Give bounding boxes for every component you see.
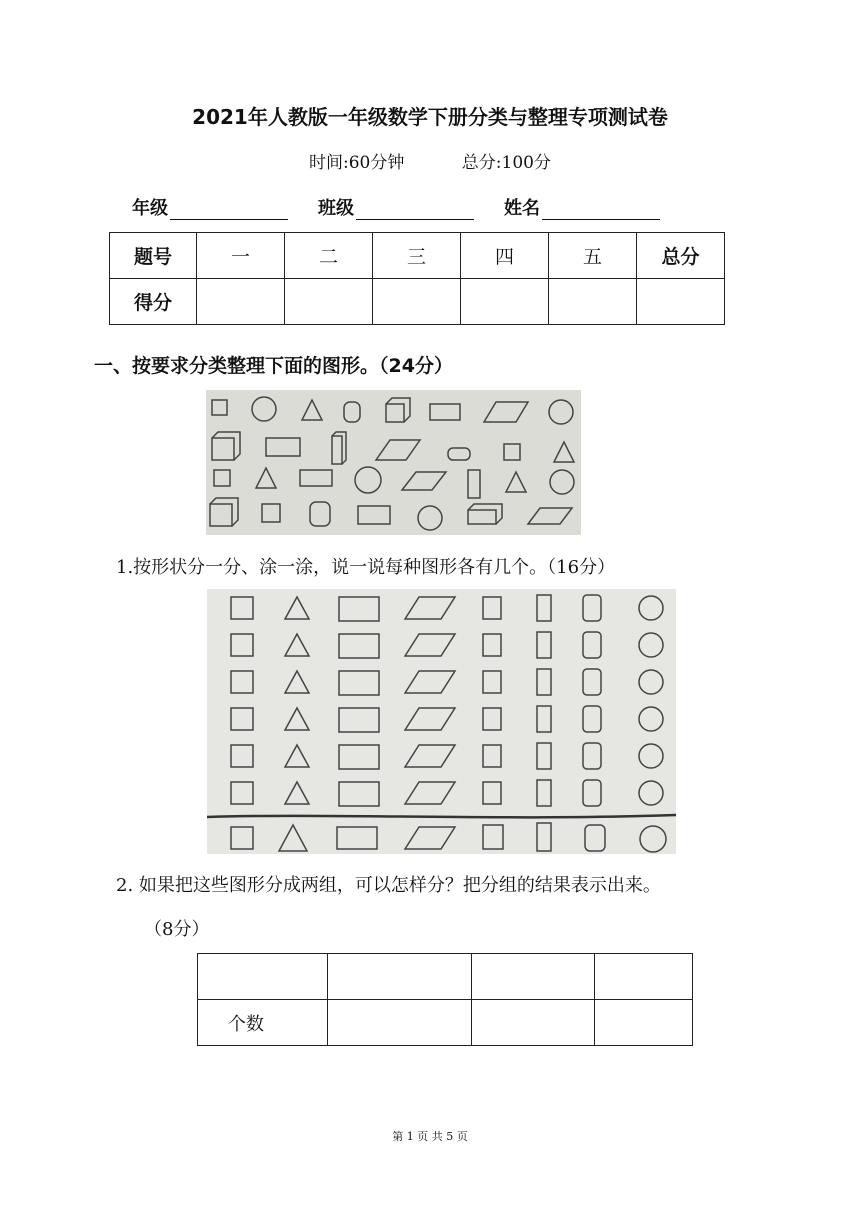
- total-score: 总分:100分: [461, 153, 551, 173]
- grid-rows: [231, 595, 663, 806]
- count-cell[interactable]: [595, 1000, 693, 1046]
- grade-field[interactable]: 年级: [132, 194, 288, 220]
- score-cell[interactable]: [461, 279, 549, 325]
- count-cell[interactable]: [472, 1000, 595, 1046]
- section-1-heading: 一、按要求分类整理下面的图形。（24分）: [94, 355, 453, 377]
- shapes-photo-1: [206, 390, 581, 535]
- score-cell[interactable]: [373, 279, 461, 325]
- class-blank[interactable]: [356, 201, 474, 220]
- count-cell[interactable]: [328, 1000, 472, 1046]
- name-blank[interactable]: [542, 201, 660, 220]
- shapes-photo-2: [207, 589, 676, 854]
- color-grid[interactable]: [207, 595, 676, 852]
- grade-blank[interactable]: [170, 201, 288, 220]
- student-info: [132, 194, 660, 220]
- class-field[interactable]: 班级: [318, 194, 474, 220]
- question-1: 1.按形状分一分、涂一涂，说一说每种图形各有几个。（16分）: [116, 557, 616, 578]
- score-cell[interactable]: [197, 279, 285, 325]
- score-header-cell: 题号: [110, 233, 197, 279]
- exam-meta: [0, 148, 860, 173]
- page-footer: 第 1 页 共 5 页: [392, 1130, 468, 1143]
- grouping-cell[interactable]: [595, 954, 693, 1000]
- score-header-cell: 五: [549, 233, 637, 279]
- score-row: [110, 279, 725, 325]
- score-header-cell: 二: [285, 233, 373, 279]
- grouping-cell[interactable]: [328, 954, 472, 1000]
- score-header-row: [110, 233, 725, 279]
- score-header-cell: 四: [461, 233, 549, 279]
- score-cell[interactable]: [549, 279, 637, 325]
- score-cell[interactable]: [637, 279, 725, 325]
- name-field[interactable]: 姓名: [504, 194, 660, 220]
- grouping-cell[interactable]: [472, 954, 595, 1000]
- grouping-table: [197, 953, 693, 1046]
- score-header-cell: 一: [197, 233, 285, 279]
- grouping-count-row: [198, 1000, 693, 1046]
- grouping-header-row: [198, 954, 693, 1000]
- score-table: [109, 232, 725, 325]
- score-row-label: 得分: [110, 279, 197, 325]
- score-header-cell: 总分: [637, 233, 725, 279]
- grouping-cell[interactable]: [198, 954, 328, 1000]
- time-limit: 时间:60分钟: [309, 153, 405, 173]
- question-2-points: （8分）: [144, 919, 210, 940]
- count-label: 个数: [198, 1000, 328, 1046]
- score-cell[interactable]: [285, 279, 373, 325]
- question-2: 2. 如果把这些图形分成两组，可以怎样分？把分组的结果表示出来。: [116, 875, 661, 896]
- page-title: 2021年人教版一年级数学下册分类与整理专项测试卷: [192, 105, 668, 129]
- scattered-shapes: [210, 397, 574, 530]
- base-row: [231, 823, 666, 852]
- score-header-cell: 三: [373, 233, 461, 279]
